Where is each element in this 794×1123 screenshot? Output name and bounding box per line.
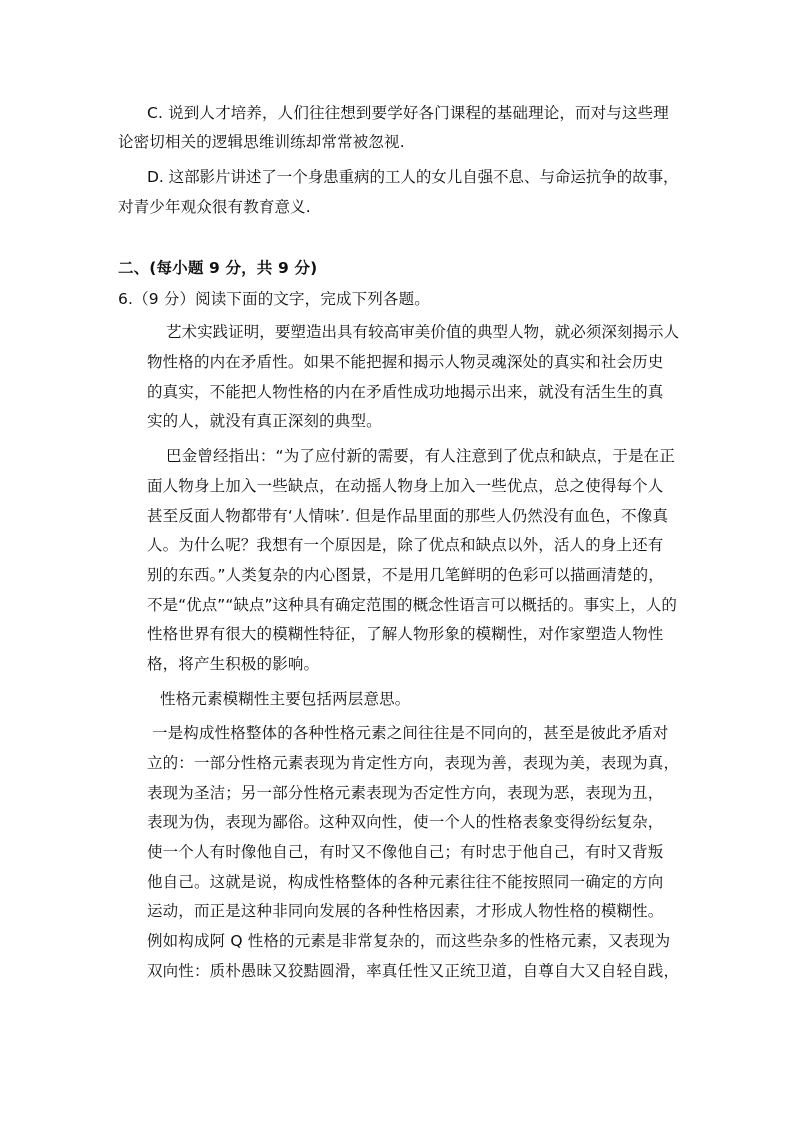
passage-p4-line: 他自己。这就是说，构成性格整体的各种元素往往不能按照同一确定的方向 <box>147 873 664 891</box>
passage-p2-line: 面人物身上加入一些缺点，在动摇人物身上加入一些优点，总之使得每个人 <box>147 477 664 495</box>
passage-p4-line: 立的：一部分性格元素表现为肯定性方向，表现为善，表现为美，表现为真， <box>147 754 680 772</box>
passage-p1-line: 的真实，不能把人物性格的内在矛盾性成功地揭示出来，就没有活生生的真 <box>147 383 664 401</box>
option-c-line-1: C. 说到人才培养，人们往往想到要学好各门课程的基础理论，而对与这些理 <box>147 104 669 122</box>
option-d-line-2: 对青少年观众很有教育意义. <box>118 198 311 216</box>
passage-p4-line: 表现为伪，表现为鄙俗。这种双向性，使一个人的性格表象变得纷纭复杂， <box>147 813 664 831</box>
passage-p2-line: 人。为什么呢？我想有一个原因是，除了优点和缺点以外，活人的身上还有 <box>147 536 664 554</box>
passage-p4-line: 表现为圣洁；另一部分性格元素表现为否定性方向，表现为恶，表现为丑， <box>147 784 664 802</box>
passage-p2-line: 格，将产生积极的影响。 <box>147 655 320 673</box>
passage-p2-line: 别的东西。”人类复杂的内心图景，不是用几笔鲜明的色彩可以描画清楚的， <box>147 566 664 584</box>
passage-p4-line: 使一个人有时像他自己，有时又不像他自己；有时忠于他自己，有时又背叛 <box>147 843 664 861</box>
passage-p2-line: 性格世界有很大的模糊性特征，了解人物形象的模糊性，对作家塑造人物性 <box>147 625 664 643</box>
passage-p1-line: 物性格的内在矛盾性。如果不能把握和揭示人物灵魂深处的真实和社会历史 <box>147 353 664 371</box>
passage-p4-line: 运动，而正是这种非同向发展的各种性格因素，才形成人物性格的模糊性。 <box>147 902 664 920</box>
passage-p1-line: 艺术实践证明，要塑造出具有较高审美价值的典型人物，就必须深刻揭示人 <box>166 323 680 341</box>
passage-p2-line: 巴金曾经指出：“为了应付新的需要，有人注意到了优点和缺点，于是在正 <box>166 447 675 465</box>
option-c-line-2: 论密切相关的逻辑思维训练却常常被忽视. <box>118 133 405 151</box>
option-d-line-1: D. 这部影片讲述了一个身患重病的工人的女儿自强不息、与命运抗争的故事， <box>147 168 679 186</box>
question-prompt: 6.（9 分）阅读下面的文字，完成下列各题。 <box>118 290 430 308</box>
passage-p1-line: 实的人，就没有真正深刻的典型。 <box>147 412 382 430</box>
passage-p3-line: 性格元素模糊性主要包括两层意思。 <box>160 690 411 708</box>
passage-p2-line: 甚至反面人物都带有‘人情味’. 但是作品里面的那些人仍然没有血色，不像真 <box>147 507 669 525</box>
passage-p4-line: 一是构成性格整体的各种性格元素之间往往是不同向的，甚至是彼此矛盾对 <box>152 724 669 742</box>
section-heading: 二、(每小题 9 分，共 9 分) <box>118 259 318 277</box>
passage-p4-line: 例如构成阿 Q 性格的元素是非常复杂的，而这些杂多的性格元素，又表现为 <box>147 932 671 950</box>
passage-p2-line: 不是“优点”“缺点”这种具有确定范围的概念性语言可以概括的。事实上，人的 <box>147 596 677 614</box>
passage-p4-line: 双向性：质朴愚昧又狡黠圆滑，率真任性又正统卫道，自尊自大又自轻自践， <box>147 962 680 980</box>
